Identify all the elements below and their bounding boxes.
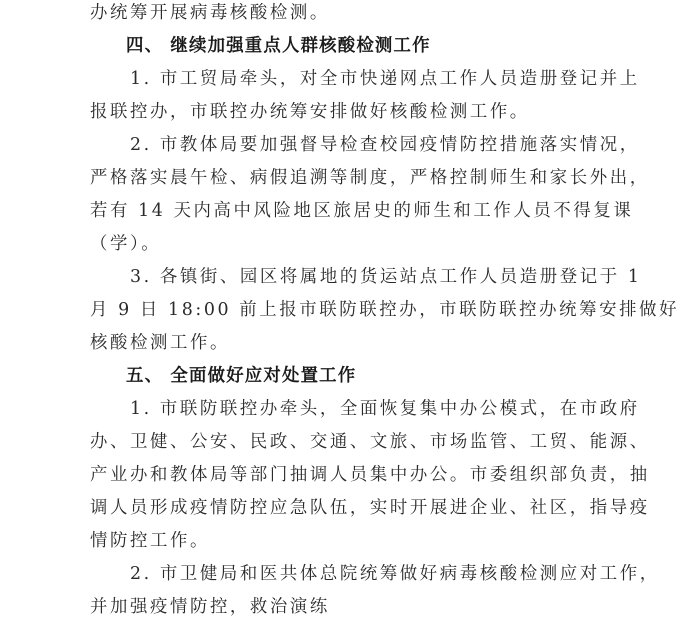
paragraph-line: 严格落实晨午检、病假追溯等制度，严格控制师生和家长外出，	[90, 168, 650, 188]
list-item-line: 3. 各镇街、园区将属地的货运站点工作人员造册登记于 1	[130, 267, 642, 287]
section-heading-4: 四、 继续加强重点人群核酸检测工作	[126, 36, 431, 56]
paragraph-line: 若有 14 天内高中风险地区旅居史的师生和工作人员不得复课	[90, 201, 634, 221]
paragraph-line: 情防控工作。	[90, 531, 210, 551]
list-item-line: 1. 市工贸局牵头，对全市快递网点工作人员造册登记并上	[130, 69, 640, 89]
section-heading-5: 五、 全面做好应对处置工作	[126, 366, 357, 386]
paragraph-line: 产业办和教体局等部门抽调人员集中办公。市委组织部负责，抽	[90, 465, 650, 485]
list-item-line: 1. 市联防联控办牵头，全面恢复集中办公模式，在市政府	[130, 399, 640, 419]
paragraph-line: 办统筹开展病毒核酸检测。	[90, 3, 330, 23]
paragraph-line: 核酸检测工作。	[90, 333, 230, 353]
document-page	[90, 0, 680, 624]
paragraph-line: 报联控办，市联控办统筹安排做好核酸检测工作。	[90, 102, 530, 122]
paragraph-line: 调人员形成疫情防控应急队伍，实时开展进企业、社区，指导疫	[90, 498, 650, 518]
paragraph-line: 并加强疫情防控，救治演练	[90, 597, 330, 617]
paragraph-line: 办、卫健、公安、民政、交通、文旅、市场监管、工贸、能源、	[90, 432, 650, 452]
list-item-line: 2. 市卫健局和医共体总院统筹做好病毒核酸检测应对工作，	[130, 564, 660, 584]
list-item-line: 2. 市教体局要加强督导检查校园疫情防控措施落实情况，	[130, 135, 640, 155]
paragraph-line: （学）。	[90, 234, 162, 254]
paragraph-line: 月 9 日 18:00 前上报市联防联控办，市联防联控办统筹安排做好	[90, 300, 680, 320]
